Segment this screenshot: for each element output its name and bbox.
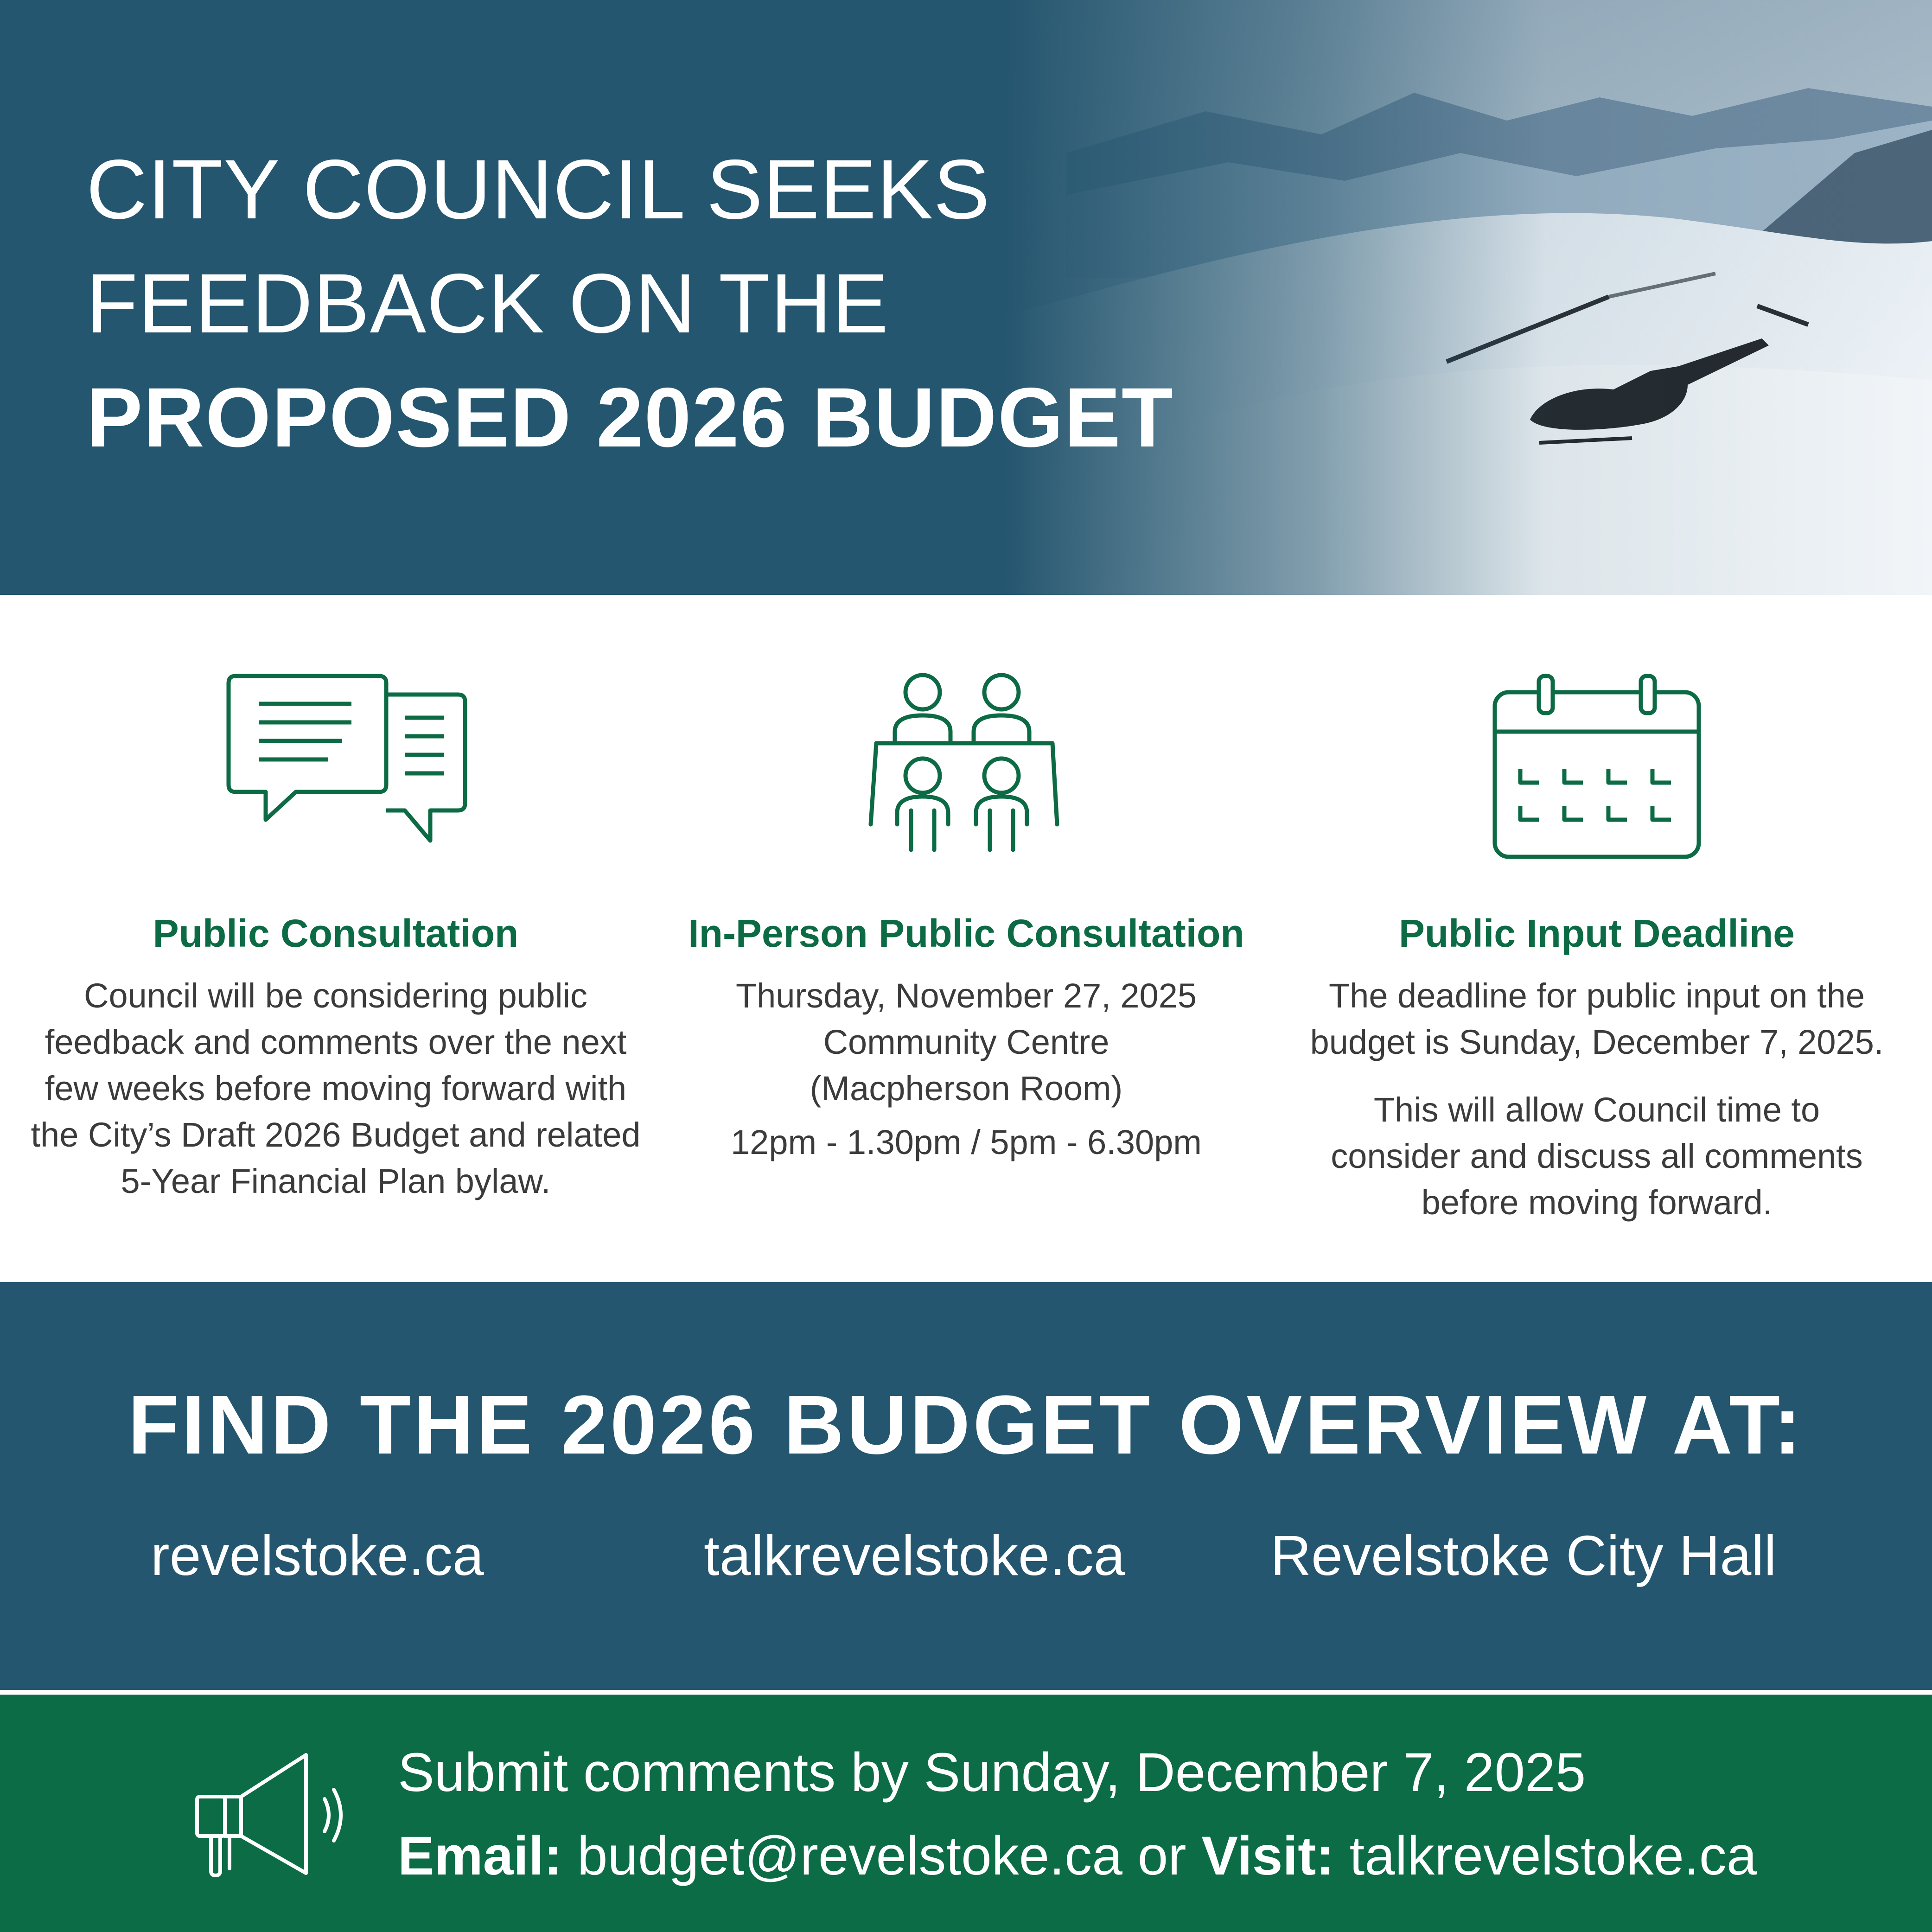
hero-title-line-3: PROPOSED 2026 BUDGET <box>86 370 1174 465</box>
body-line: (Macpherson Room) <box>810 1069 1123 1108</box>
column-body <box>646 973 1286 1166</box>
body-line: feedback and comments over the next <box>45 1023 627 1061</box>
body-line: 5-Year Financial Plan bylaw. <box>121 1162 551 1200</box>
find-budget-section <box>0 1282 1932 1690</box>
hero-banner <box>0 0 1932 595</box>
column-heading: Public Consultation <box>153 912 519 955</box>
info-section <box>0 595 1932 1282</box>
find-heading: FIND THE 2026 BUDGET OVERVIEW AT: <box>128 1378 1804 1472</box>
hero-title-line-1: CITY COUNCIL SEEKS <box>86 142 990 236</box>
column-body <box>1277 973 1917 1226</box>
body-line: consider and discuss all comments <box>1331 1137 1863 1175</box>
submit-comments-section <box>0 1695 1932 1932</box>
body-line: few weeks before moving forward with <box>45 1069 627 1108</box>
body-line: Council will be considering public <box>84 976 587 1015</box>
column-heading: In-Person Public Consultation <box>688 912 1244 955</box>
consultation-times: 12pm - 1.30pm / 5pm - 6.30pm <box>731 1123 1202 1161</box>
visit-label: Visit: <box>1201 1825 1334 1887</box>
body-line: Thursday, November 27, 2025 <box>735 976 1197 1015</box>
hero-title <box>86 132 1174 474</box>
divider <box>0 1690 1932 1695</box>
chat-bubbles-icon <box>226 671 467 857</box>
calendar-icon <box>1490 671 1703 861</box>
link-revelstoke[interactable]: revelstoke.ca <box>151 1524 484 1587</box>
body-line: Community Centre <box>823 1023 1109 1061</box>
meeting-people-icon <box>867 671 1066 852</box>
or-text: or <box>1137 1825 1186 1887</box>
body-line: before moving forward. <box>1421 1183 1773 1222</box>
email-link[interactable]: budget@revelstoke.ca <box>577 1825 1122 1887</box>
email-label: Email: <box>398 1825 562 1887</box>
resource-links <box>0 1523 1932 1593</box>
visit-link[interactable]: talkrevelstoke.ca <box>1349 1825 1757 1887</box>
column-body <box>16 973 656 1205</box>
submit-deadline: Submit comments by Sunday, December 7, 2025 <box>398 1742 1586 1803</box>
location-city-hall: Revelstoke City Hall <box>1270 1524 1777 1587</box>
submit-contact <box>398 1824 1757 1887</box>
column-heading: Public Input Deadline <box>1398 912 1795 955</box>
link-talkrevelstoke[interactable]: talkrevelstoke.ca <box>704 1524 1125 1587</box>
megaphone-icon <box>190 1741 357 1880</box>
hero-title-line-2: FEEDBACK ON THE <box>86 256 889 351</box>
body-line: This will allow Council time to <box>1373 1090 1820 1129</box>
body-line: The deadline for public input on the <box>1328 976 1865 1015</box>
body-line: the City’s Draft 2026 Budget and related <box>31 1116 641 1154</box>
body-line: budget is Sunday, December 7, 2025. <box>1310 1023 1884 1061</box>
